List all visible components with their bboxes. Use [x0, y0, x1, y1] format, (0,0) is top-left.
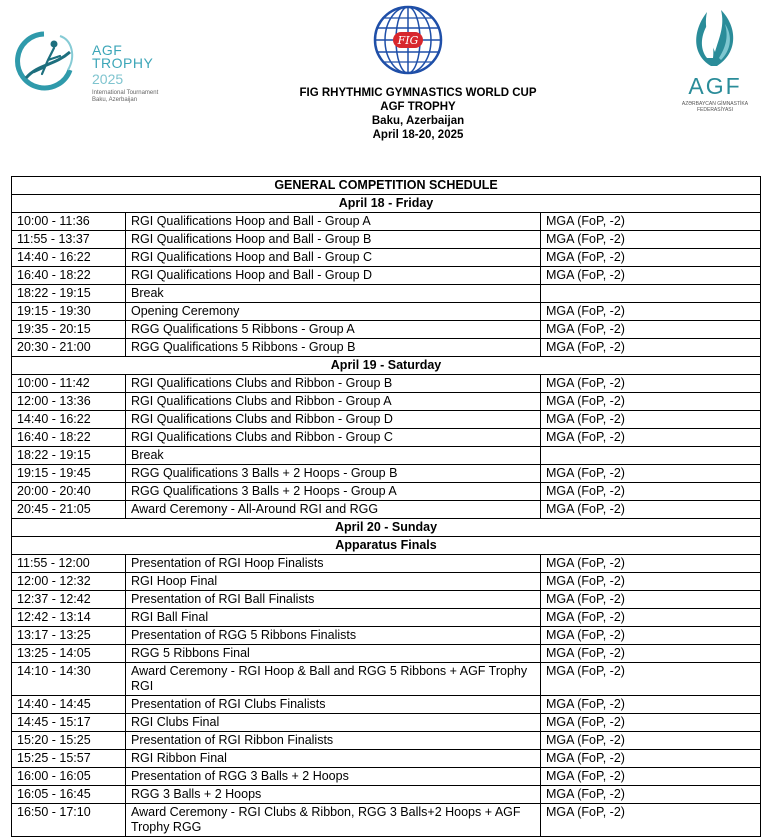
time-cell: 13:17 - 13:25 — [12, 627, 126, 645]
agf-subtitle-line2: FEDERASİYASI — [696, 107, 734, 113]
schedule-row — [12, 768, 761, 786]
day-header: April 20 - Sunday — [12, 519, 761, 537]
schedule-row — [12, 573, 761, 591]
event-cell: Presentation of RGI Hoop Finalists — [126, 555, 541, 573]
agf-subtitle-line1: AZƏRBAYCAN GİMNASTİKA — [681, 101, 749, 107]
venue-cell: MGA (FoP, -2) — [541, 321, 761, 339]
venue-cell: MGA (FoP, -2) — [541, 213, 761, 231]
heading-trophy: AGF TROPHY — [380, 101, 456, 113]
event-cell: RGI Qualifications Hoop and Ball - Group A — [126, 213, 541, 231]
venue-cell: MGA (FoP, -2) — [541, 591, 761, 609]
schedule-row — [12, 339, 761, 357]
heading-location: Baku, Azerbaijan — [371, 115, 465, 127]
schedule-row — [12, 804, 761, 837]
venue-cell: MGA (FoP, -2) — [541, 429, 761, 447]
event-cell: RGI Qualifications Clubs and Ribbon - Group D — [126, 411, 541, 429]
time-cell: 15:25 - 15:57 — [12, 750, 126, 768]
time-cell: 19:15 - 19:30 — [12, 303, 126, 321]
time-cell: 18:22 - 19:15 — [12, 285, 126, 303]
fig-logo-text: FIG — [397, 34, 419, 47]
schedule-row — [12, 249, 761, 267]
venue-cell: MGA (FoP, -2) — [541, 393, 761, 411]
schedule-row — [12, 303, 761, 321]
schedule-row — [12, 375, 761, 393]
schedule-row — [12, 393, 761, 411]
section-header: Apparatus Finals — [12, 537, 761, 555]
time-cell: 16:05 - 16:45 — [12, 786, 126, 804]
time-cell: 11:55 - 12:00 — [12, 555, 126, 573]
venue-cell: MGA (FoP, -2) — [541, 339, 761, 357]
time-cell: 20:30 - 21:00 — [12, 339, 126, 357]
time-cell: 20:00 - 20:40 — [12, 483, 126, 501]
event-cell: RGI Qualifications Clubs and Ribbon - Group A — [126, 393, 541, 411]
event-cell: RGG Qualifications 5 Ribbons - Group A — [126, 321, 541, 339]
schedule-row — [12, 447, 761, 465]
logo-small-line1: International Tournament — [92, 90, 159, 96]
venue-cell: MGA (FoP, -2) — [541, 786, 761, 804]
venue-cell: MGA (FoP, -2) — [541, 609, 761, 627]
logo-text-agf: AGF — [92, 42, 123, 58]
event-cell: Award Ceremony - RGI Clubs & Ribbon, RGG 3 Balls+2 Hoops + AGF Trophy RGG — [126, 804, 541, 837]
venue-cell: MGA (FoP, -2) — [541, 627, 761, 645]
event-cell: RGI Qualifications Hoop and Ball - Group C — [126, 249, 541, 267]
logo-text-year: 2025 — [92, 71, 124, 87]
time-cell: 12:37 - 12:42 — [12, 591, 126, 609]
heading-dates: April 18-20, 2025 — [372, 129, 464, 141]
schedule-row — [12, 663, 761, 696]
schedule-row — [12, 609, 761, 627]
time-cell: 16:40 - 18:22 — [12, 267, 126, 285]
schedule-row — [12, 321, 761, 339]
event-cell: Award Ceremony - All-Around RGI and RGG — [126, 501, 541, 519]
schedule-row — [12, 285, 761, 303]
venue-cell — [541, 285, 761, 303]
fig-globe-logo-icon — [372, 4, 444, 76]
venue-cell: MGA (FoP, -2) — [541, 768, 761, 786]
day-header-row — [12, 195, 761, 213]
venue-cell: MGA (FoP, -2) — [541, 231, 761, 249]
venue-cell — [541, 447, 761, 465]
time-cell: 19:15 - 19:45 — [12, 465, 126, 483]
venue-cell: MGA (FoP, -2) — [541, 573, 761, 591]
schedule-row — [12, 696, 761, 714]
venue-cell: MGA (FoP, -2) — [541, 501, 761, 519]
event-cell: RGG Qualifications 3 Balls + 2 Hoops - Group B — [126, 465, 541, 483]
time-cell: 12:00 - 12:32 — [12, 573, 126, 591]
event-cell: RGI Ribbon Final — [126, 750, 541, 768]
schedule-row — [12, 465, 761, 483]
schedule-body — [12, 177, 761, 837]
event-cell: RGI Hoop Final — [126, 573, 541, 591]
schedule-row — [12, 213, 761, 231]
event-cell: RGI Qualifications Clubs and Ribbon - Group C — [126, 429, 541, 447]
event-cell: RGG 5 Ribbons Final — [126, 645, 541, 663]
heading-event: FIG RHYTHMIC GYMNASTICS WORLD CUP — [299, 87, 537, 99]
time-cell: 11:55 - 13:37 — [12, 231, 126, 249]
schedule-row — [12, 267, 761, 285]
event-cell: RGI Clubs Final — [126, 714, 541, 732]
schedule-row — [12, 732, 761, 750]
event-cell: RGG 3 Balls + 2 Hoops — [126, 786, 541, 804]
time-cell: 10:00 - 11:36 — [12, 213, 126, 231]
venue-cell: MGA (FoP, -2) — [541, 663, 761, 696]
time-cell: 20:45 - 21:05 — [12, 501, 126, 519]
event-cell: RGG Qualifications 5 Ribbons - Group B — [126, 339, 541, 357]
venue-cell: MGA (FoP, -2) — [541, 411, 761, 429]
agf-trophy-logo — [14, 30, 164, 103]
venue-cell: MGA (FoP, -2) — [541, 714, 761, 732]
time-cell: 16:00 - 16:05 — [12, 768, 126, 786]
time-cell: 12:00 - 13:36 — [12, 393, 126, 411]
schedule-row — [12, 591, 761, 609]
event-cell: Break — [126, 447, 541, 465]
event-cell: Presentation of RGI Ribbon Finalists — [126, 732, 541, 750]
event-cell: Presentation of RGI Clubs Finalists — [126, 696, 541, 714]
time-cell: 16:40 - 18:22 — [12, 429, 126, 447]
time-cell: 14:40 - 16:22 — [12, 411, 126, 429]
gymnast-emblem-icon — [14, 30, 78, 92]
flame-ribbon-icon — [685, 8, 743, 70]
schedule-row — [12, 714, 761, 732]
time-cell: 10:00 - 11:42 — [12, 375, 126, 393]
schedule-row — [12, 555, 761, 573]
schedule-row — [12, 411, 761, 429]
venue-cell: MGA (FoP, -2) — [541, 804, 761, 837]
schedule-title: GENERAL COMPETITION SCHEDULE — [12, 177, 761, 195]
event-cell: Presentation of RGG 5 Ribbons Finalists — [126, 627, 541, 645]
venue-cell: MGA (FoP, -2) — [541, 375, 761, 393]
venue-cell: MGA (FoP, -2) — [541, 303, 761, 321]
event-cell: Presentation of RGI Ball Finalists — [126, 591, 541, 609]
logo-text-trophy: TROPHY — [92, 55, 154, 71]
venue-cell: MGA (FoP, -2) — [541, 555, 761, 573]
schedule-row — [12, 786, 761, 804]
event-cell: RGI Qualifications Hoop and Ball - Group B — [126, 231, 541, 249]
day-header: April 19 - Saturday — [12, 357, 761, 375]
agf-wordmark: AGF — [688, 73, 742, 99]
schedule-row — [12, 645, 761, 663]
event-cell: RGI Qualifications Hoop and Ball - Group D — [126, 267, 541, 285]
venue-cell: MGA (FoP, -2) — [541, 465, 761, 483]
day-header-row — [12, 519, 761, 537]
time-cell: 13:25 - 14:05 — [12, 645, 126, 663]
schedule-title-row — [12, 177, 761, 195]
event-cell: Award Ceremony - RGI Hoop & Ball and RGG 5 Ribbons + AGF Trophy RGI — [126, 663, 541, 696]
event-cell: RGI Qualifications Clubs and Ribbon - Group B — [126, 375, 541, 393]
time-cell: 18:22 - 19:15 — [12, 447, 126, 465]
logo-small-line2: Baku, Azerbaijan — [92, 97, 138, 103]
event-cell: RGG Qualifications 3 Balls + 2 Hoops - Group A — [126, 483, 541, 501]
day-header-row — [12, 357, 761, 375]
schedule-row — [12, 627, 761, 645]
schedule-row — [12, 501, 761, 519]
time-cell: 15:20 - 15:25 — [12, 732, 126, 750]
event-cell: RGI Ball Final — [126, 609, 541, 627]
section-header-row — [12, 537, 761, 555]
schedule-row — [12, 750, 761, 768]
event-cell: Presentation of RGG 3 Balls + 2 Hoops — [126, 768, 541, 786]
venue-cell: MGA (FoP, -2) — [541, 483, 761, 501]
document-heading — [0, 86, 769, 142]
time-cell: 16:50 - 17:10 — [12, 804, 126, 837]
venue-cell: MGA (FoP, -2) — [541, 750, 761, 768]
schedule-row — [12, 231, 761, 249]
venue-cell: MGA (FoP, -2) — [541, 249, 761, 267]
time-cell: 19:35 - 20:15 — [12, 321, 126, 339]
event-cell: Break — [126, 285, 541, 303]
schedule-table — [11, 176, 761, 837]
venue-cell: MGA (FoP, -2) — [541, 732, 761, 750]
time-cell: 14:10 - 14:30 — [12, 663, 126, 696]
time-cell: 14:40 - 16:22 — [12, 249, 126, 267]
time-cell: 14:45 - 15:17 — [12, 714, 126, 732]
venue-cell: MGA (FoP, -2) — [541, 696, 761, 714]
venue-cell: MGA (FoP, -2) — [541, 645, 761, 663]
day-header: April 18 - Friday — [12, 195, 761, 213]
schedule-row — [12, 429, 761, 447]
venue-cell: MGA (FoP, -2) — [541, 267, 761, 285]
time-cell: 12:42 - 13:14 — [12, 609, 126, 627]
event-cell: Opening Ceremony — [126, 303, 541, 321]
schedule-row — [12, 483, 761, 501]
time-cell: 14:40 - 14:45 — [12, 696, 126, 714]
